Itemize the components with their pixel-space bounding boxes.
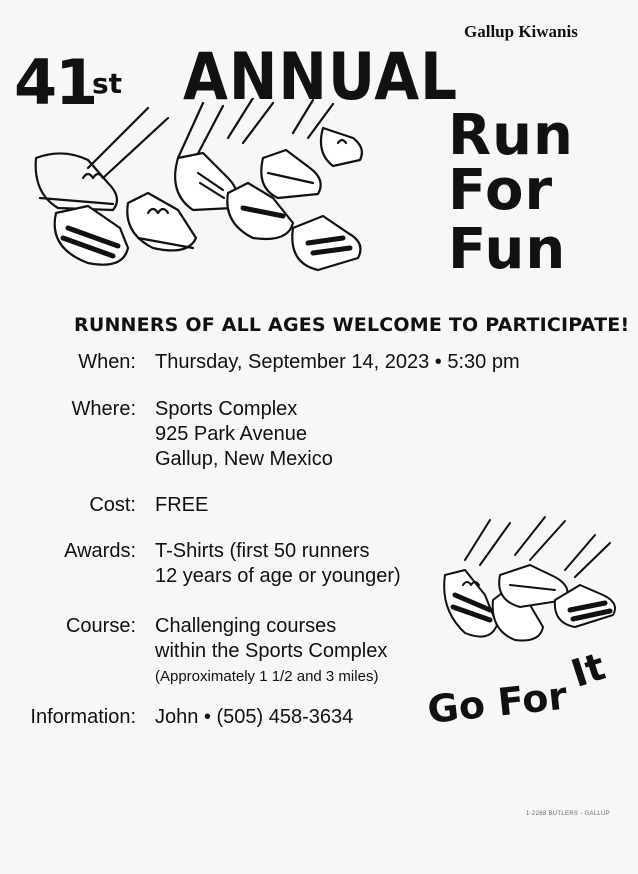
anniversary-number: 41: [14, 46, 97, 119]
title-run: Run: [448, 103, 574, 168]
where-label: Where:: [71, 398, 136, 420]
running-shoes-illustration: [28, 98, 368, 276]
awards-label: Awards:: [64, 540, 136, 562]
where-line-2: 925 Park Avenue: [155, 423, 307, 445]
cost-value: FREE: [155, 494, 209, 516]
where-line-1: Sports Complex: [155, 398, 298, 420]
title-for: For: [448, 158, 554, 223]
organization-name: Gallup Kiwanis: [464, 22, 578, 41]
awards-line-1: T-Shirts (first 50 runners: [155, 540, 370, 562]
course-label: Course:: [65, 615, 136, 637]
course-line-2: within the Sports Complex: [155, 640, 388, 662]
anniversary-suffix: st: [92, 67, 123, 100]
awards-line-2: 12 years of age or younger): [155, 565, 401, 587]
slogan-go-for: Go For: [425, 673, 570, 732]
information-label: Information:: [30, 706, 136, 728]
annual-heading: ANNUAL: [183, 38, 459, 115]
slogan-it: It: [565, 644, 611, 696]
printer-credit: 1-2268 BUTLERS - GALLUP: [526, 811, 610, 817]
tagline: RUNNERS OF ALL AGES WELCOME TO PARTICIPATE!: [74, 314, 630, 336]
running-shoes-small-illustration: [435, 515, 625, 650]
where-line-3: Gallup, New Mexico: [155, 448, 333, 470]
information-value: John • (505) 458-3634: [155, 706, 354, 728]
title-fun: Fun: [448, 217, 567, 282]
cost-label: Cost:: [89, 494, 136, 516]
course-line-3: (Approximately 1 1/2 and 3 miles): [155, 668, 379, 685]
course-line-1: Challenging courses: [155, 615, 337, 637]
when-value: Thursday, September 14, 2023 • 5:30 pm: [155, 351, 520, 373]
when-label: When:: [78, 351, 136, 373]
